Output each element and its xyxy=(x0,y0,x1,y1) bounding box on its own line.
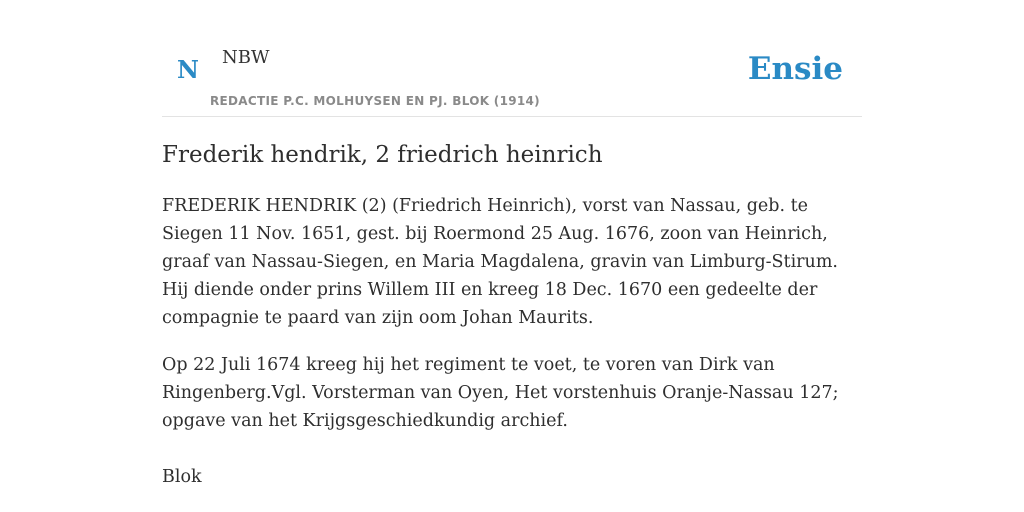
brand-logo-link[interactable]: Ensie xyxy=(747,51,843,87)
source-header xyxy=(162,0,862,117)
article-author: Blok xyxy=(162,467,202,487)
source-logo[interactable]: N xyxy=(177,55,199,84)
article-paragraph-1: FREDERIK HENDRIK (2) (Friedrich Heinrich), vorst van Nassau, geb. te Siegen 11 Nov. 1651, gest. bij Roermond 25 Aug. 1676, zoon van Heinrich, graaf van Nassau-Siegen, en Maria Magdalena, gravin van Limburg-Stirum. Hij diende onder prins Willem III en kreeg 18 Dec. 1670 een gedeelte der compagnie te paard van zijn oom Johan Maurits. xyxy=(162,196,838,328)
source-editors: REDACTIE P.C. MOLHUYSEN EN PJ. BLOK (1914) xyxy=(210,94,540,108)
source-name[interactable]: NBW xyxy=(222,47,270,68)
article-title: Frederik hendrik, 2 friedrich heinrich xyxy=(162,142,603,168)
article-paragraph-2: Op 22 Juli 1674 kreeg hij het regiment te voet, te voren van Dirk van Ringenberg.Vgl. Vorsterman van Oyen, Het vorstenhuis Oranje-Nassau 127; opgave van het Krijgsgeschiedkundig archief. xyxy=(162,355,839,431)
